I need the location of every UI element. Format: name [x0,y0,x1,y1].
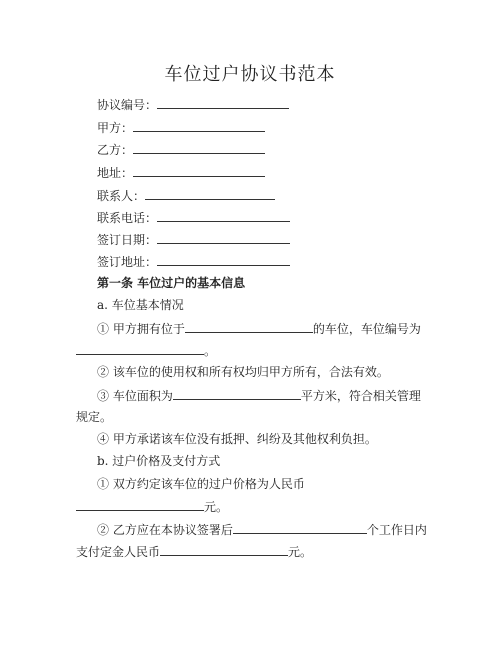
field-label: 签订地址： [97,255,158,269]
item-1-text-mid: 的车位，车位编号为 [312,322,421,336]
field-label: 签订日期： [97,233,158,247]
field-label: 协议编号： [97,98,158,112]
field-sign-location [97,253,290,270]
field-agreement-number [97,96,289,113]
blank-line [76,498,204,511]
blank-line [133,164,265,177]
item-4: ④ 甲方承诺该车位没有抵押、纠纷及其他权利负担。 [97,432,377,446]
blank-line [233,521,367,534]
blank-line [133,141,265,154]
payment-1-line-2 [76,498,228,515]
payment-1-text-end: 元。 [204,500,229,514]
field-contact-person [97,187,275,204]
payment-1-line-1: ① 双方约定该车位的过户价格为人民币 [97,477,305,491]
article-1-heading: 第一条 车位过户的基本信息 [97,276,246,290]
field-contact-phone [97,209,290,226]
subsection-a-heading: a. 车位基本情况 [97,298,184,312]
item-3-line-1 [97,387,421,404]
blank-line [157,209,290,222]
payment-2-line-2 [76,543,312,560]
document-title: 车位过户协议书范本 [164,64,336,85]
blank-line [173,387,301,400]
item-1-line-2 [76,342,216,359]
blank-line [160,543,288,556]
item-2: ② 该车位的使用权和所有权均归甲方所有，合法有效。 [97,365,389,379]
blank-line [76,342,204,355]
item-1-line-1 [97,320,421,337]
field-party-a [97,119,265,136]
item-3-text-mid: 平方米，符合相关管理 [300,389,421,403]
field-label: 甲方： [97,121,134,135]
item-3-line-2: 规定。 [76,410,113,424]
payment-2-text-start: ② 乙方应在本协议签署后 [97,523,233,537]
field-label: 联系人： [97,189,146,203]
blank-line [185,320,313,333]
blank-line [157,253,290,266]
blank-line [157,231,290,244]
blank-line [133,119,265,132]
field-address [97,164,265,181]
blank-line [145,187,275,200]
item-1-text-end: 。 [204,344,217,358]
blank-line [157,96,289,109]
payment-2-line-1 [97,521,427,538]
field-label: 联系电话： [97,211,158,225]
payment-2-text-line2: 支付定金人民币 [76,545,161,559]
payment-2-text-mid: 个工作日内 [366,523,427,537]
field-label: 乙方： [97,143,134,157]
subsection-b-heading: b. 过户价格及支付方式 [97,454,221,468]
field-label: 地址： [97,166,134,180]
item-1-text-start: ① 甲方拥有位于 [97,322,185,336]
item-3-text-start: ③ 车位面积为 [97,389,173,403]
payment-2-text-end: 元。 [288,545,313,559]
field-sign-date [97,231,290,248]
field-party-b [97,141,265,158]
